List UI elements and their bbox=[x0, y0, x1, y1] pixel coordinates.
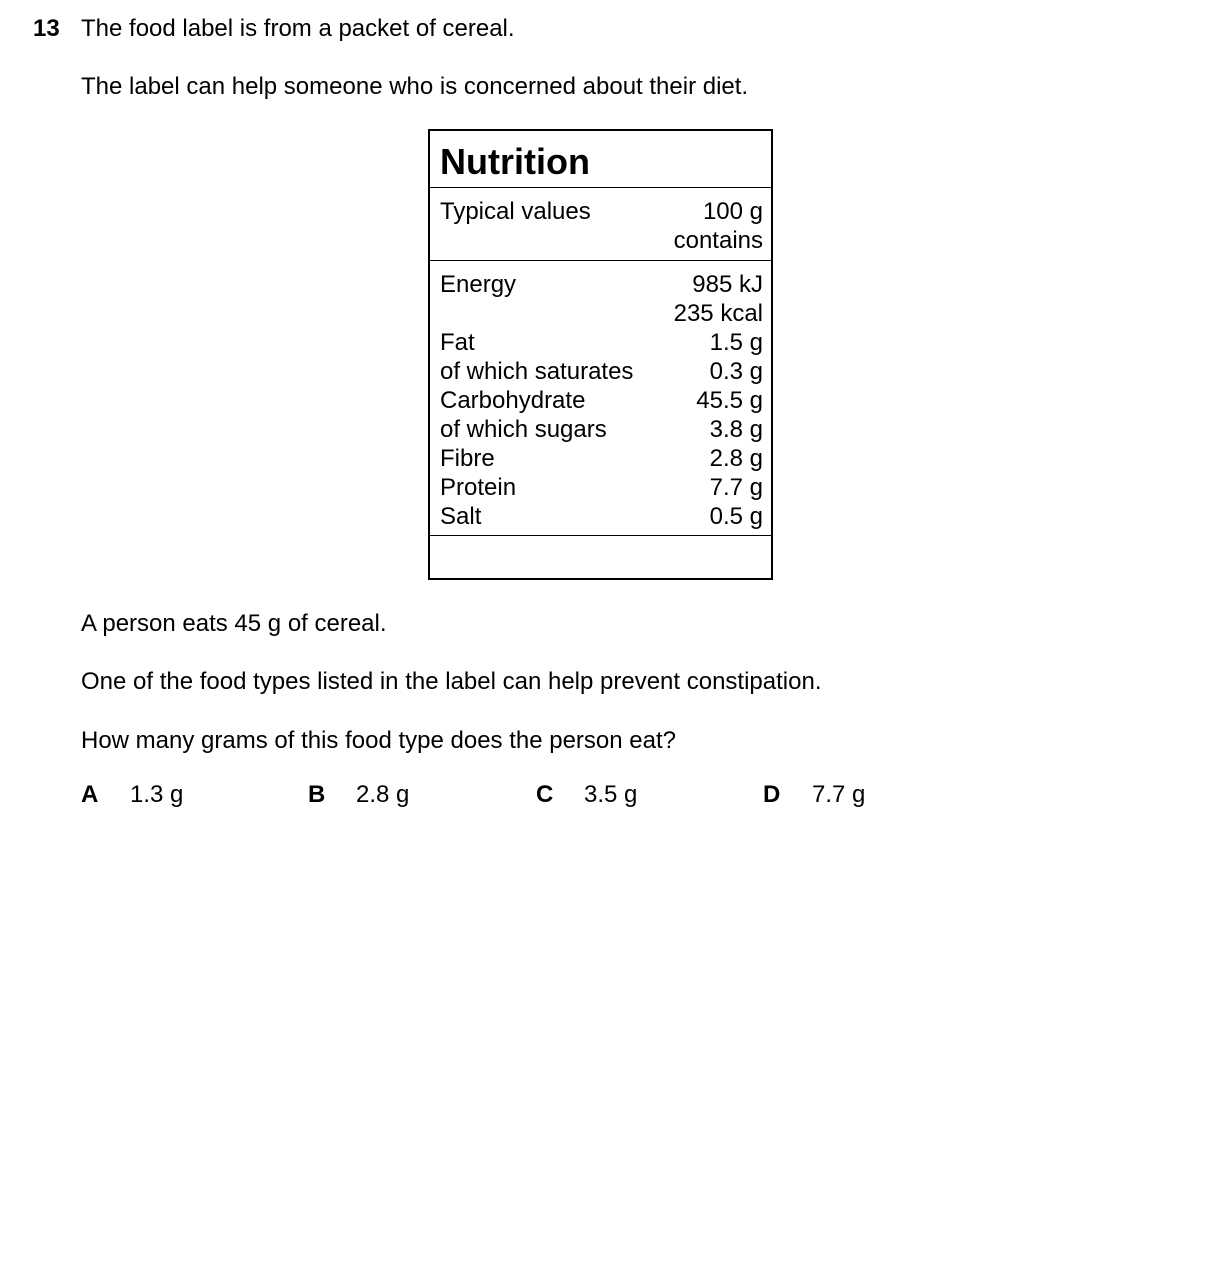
question-intro-1: The food label is from a packet of cereal. bbox=[81, 15, 515, 42]
energy-kj: 985 kJ bbox=[692, 271, 763, 298]
header-contains: contains bbox=[673, 227, 763, 254]
row-value-saturates: 0.3 g bbox=[709, 358, 763, 385]
option-a-value: 1.3 g bbox=[130, 781, 184, 808]
row-value-sugars: 3.8 g bbox=[709, 416, 763, 443]
nutrition-label bbox=[428, 129, 773, 580]
energy-kcal: 235 kcal bbox=[673, 300, 763, 327]
row-name-sugars: of which sugars bbox=[440, 416, 607, 443]
question-number: 13 bbox=[33, 15, 60, 42]
row-name-carbohydrate: Carbohydrate bbox=[440, 387, 586, 414]
header-100g: 100 g bbox=[702, 198, 763, 225]
row-name-fibre: Fibre bbox=[440, 445, 495, 472]
energy-name: Energy bbox=[440, 271, 517, 298]
divider bbox=[430, 535, 771, 536]
paragraph-question: How many grams of this food type does the person eat? bbox=[81, 727, 676, 754]
option-a-letter: A bbox=[81, 781, 99, 808]
option-c-value: 3.5 g bbox=[584, 781, 638, 808]
divider bbox=[430, 260, 771, 261]
paragraph-constipation: One of the food types listed in the label can help prevent constipation. bbox=[81, 668, 822, 695]
option-b-value: 2.8 g bbox=[356, 781, 410, 808]
option-b-letter: B bbox=[308, 781, 326, 808]
row-name-protein: Protein bbox=[440, 474, 517, 501]
row-name-fat: Fat bbox=[440, 329, 475, 356]
paragraph-person-eats: A person eats 45 g of cereal. bbox=[81, 610, 387, 637]
nutrition-label-title: Nutrition bbox=[440, 141, 590, 182]
row-name-saturates: of which saturates bbox=[440, 358, 634, 385]
option-c-letter: C bbox=[536, 781, 554, 808]
divider bbox=[430, 187, 771, 188]
row-value-salt: 0.5 g bbox=[709, 503, 763, 530]
row-name-salt: Salt bbox=[440, 503, 482, 530]
option-d-value: 7.7 g bbox=[812, 781, 866, 808]
question-intro-2: The label can help someone who is concerned about their diet. bbox=[81, 73, 749, 100]
header-typical-values: Typical values bbox=[440, 198, 591, 225]
row-value-fat: 1.5 g bbox=[709, 329, 763, 356]
row-value-carbohydrate: 45.5 g bbox=[696, 387, 763, 414]
row-value-fibre: 2.8 g bbox=[709, 445, 763, 472]
option-d-letter: D bbox=[763, 781, 781, 808]
row-value-protein: 7.7 g bbox=[709, 474, 763, 501]
